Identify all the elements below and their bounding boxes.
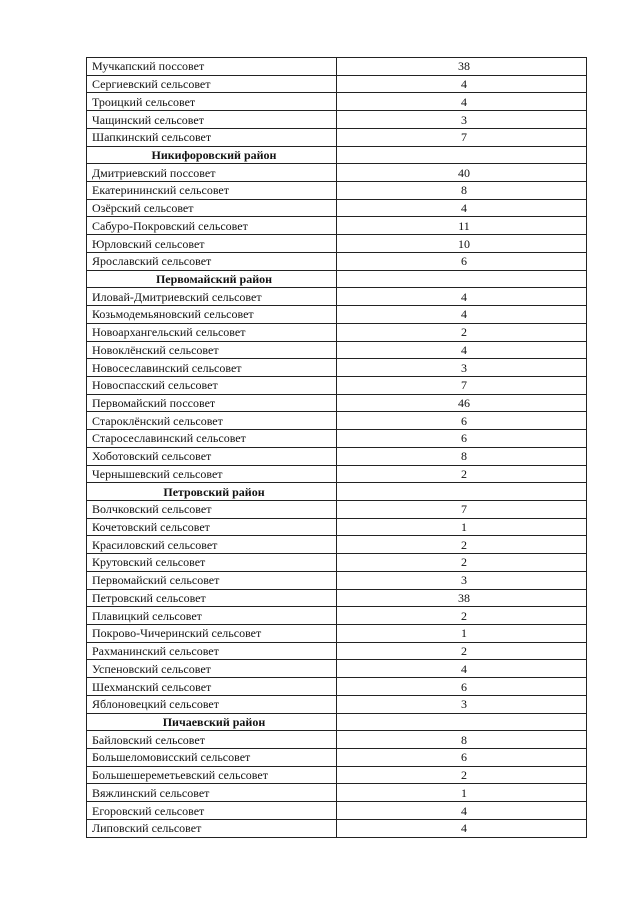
settlement-name: Первомайский поссовет — [87, 394, 337, 412]
table-row — [87, 235, 587, 253]
settlement-name: Крутовский сельсовет — [87, 554, 337, 572]
district-header-row — [87, 270, 587, 288]
table-row — [87, 749, 587, 767]
table-row — [87, 819, 587, 837]
table-row — [87, 465, 587, 483]
settlement-name: Шапкинский сельсовет — [87, 128, 337, 146]
settlement-value: 4 — [337, 819, 587, 837]
settlement-value: 7 — [337, 128, 587, 146]
table-row — [87, 589, 587, 607]
table-row — [87, 341, 587, 359]
district-header-row — [87, 713, 587, 731]
district-header-row — [87, 146, 587, 164]
settlement-value: 2 — [337, 642, 587, 660]
table-row — [87, 323, 587, 341]
settlement-name: Покрово-Чичеринский сельсовет — [87, 625, 337, 643]
table-row — [87, 306, 587, 324]
table-row — [87, 784, 587, 802]
settlement-value: 46 — [337, 394, 587, 412]
settlement-name: Юрловский сельсовет — [87, 235, 337, 253]
settlement-value: 2 — [337, 465, 587, 483]
settlement-value: 2 — [337, 536, 587, 554]
settlement-name: Красиловский сельсовет — [87, 536, 337, 554]
settlement-name: Новосеславинский сельсовет — [87, 359, 337, 377]
table-row — [87, 536, 587, 554]
table-row — [87, 199, 587, 217]
table-row — [87, 252, 587, 270]
table-row — [87, 571, 587, 589]
settlement-value: 2 — [337, 766, 587, 784]
settlement-value: 38 — [337, 589, 587, 607]
settlement-name: Козьмодемьяновский сельсовет — [87, 306, 337, 324]
table-row — [87, 660, 587, 678]
table-row — [87, 111, 587, 129]
settlement-name: Большешереметьевский сельсовет — [87, 766, 337, 784]
settlement-name: Плавицкий сельсовет — [87, 607, 337, 625]
settlement-name: Чернышевский сельсовет — [87, 465, 337, 483]
settlement-name: Волчковский сельсовет — [87, 500, 337, 518]
settlement-value: 3 — [337, 571, 587, 589]
table-row — [87, 802, 587, 820]
settlement-value: 3 — [337, 359, 587, 377]
table-row — [87, 430, 587, 448]
table-row — [87, 731, 587, 749]
settlement-value: 11 — [337, 217, 587, 235]
settlement-value: 2 — [337, 554, 587, 572]
settlement-name: Шехманский сельсовет — [87, 678, 337, 696]
district-header-row — [87, 483, 587, 501]
settlements-table-body — [87, 58, 587, 838]
settlement-value: 4 — [337, 660, 587, 678]
district-empty-cell — [337, 146, 587, 164]
settlement-name: Рахманинский сельсовет — [87, 642, 337, 660]
settlement-name: Липовский сельсовет — [87, 819, 337, 837]
settlement-name: Большеломовисский сельсовет — [87, 749, 337, 767]
settlement-name: Староклёнский сельсовет — [87, 412, 337, 430]
settlement-value: 4 — [337, 802, 587, 820]
table-row — [87, 447, 587, 465]
district-name: Первомайский район — [87, 270, 337, 288]
settlement-name: Новоклёнский сельсовет — [87, 341, 337, 359]
settlement-value: 4 — [337, 341, 587, 359]
settlement-value: 2 — [337, 323, 587, 341]
settlement-value: 6 — [337, 430, 587, 448]
settlement-name: Старосеславинский сельсовет — [87, 430, 337, 448]
table-row — [87, 288, 587, 306]
table-row — [87, 412, 587, 430]
settlement-name: Вяжлинский сельсовет — [87, 784, 337, 802]
settlement-value: 4 — [337, 306, 587, 324]
settlement-value: 6 — [337, 252, 587, 270]
settlements-table — [86, 57, 587, 838]
settlement-name: Иловай-Дмитриевский сельсовет — [87, 288, 337, 306]
table-row — [87, 359, 587, 377]
table-row — [87, 625, 587, 643]
settlement-value: 3 — [337, 111, 587, 129]
settlement-value: 1 — [337, 784, 587, 802]
settlement-value: 8 — [337, 447, 587, 465]
settlement-name: Новоархангельский сельсовет — [87, 323, 337, 341]
table-row — [87, 376, 587, 394]
table-row — [87, 695, 587, 713]
settlement-name: Байловский сельсовет — [87, 731, 337, 749]
table-row — [87, 394, 587, 412]
settlement-value: 4 — [337, 93, 587, 111]
settlement-name: Петровский сельсовет — [87, 589, 337, 607]
settlement-value: 7 — [337, 376, 587, 394]
settlement-value: 6 — [337, 678, 587, 696]
settlement-value: 4 — [337, 75, 587, 93]
settlement-name: Новоспасский сельсовет — [87, 376, 337, 394]
settlement-value: 8 — [337, 182, 587, 200]
settlement-value: 1 — [337, 518, 587, 536]
settlement-name: Дмитриевский поссовет — [87, 164, 337, 182]
settlement-value: 6 — [337, 749, 587, 767]
table-row — [87, 607, 587, 625]
district-empty-cell — [337, 713, 587, 731]
table-row — [87, 164, 587, 182]
settlement-name: Екатерининский сельсовет — [87, 182, 337, 200]
table-row — [87, 93, 587, 111]
settlement-name: Озёрский сельсовет — [87, 199, 337, 217]
district-name: Никифоровский район — [87, 146, 337, 164]
settlement-name: Мучкапский поссовет — [87, 58, 337, 76]
settlement-value: 38 — [337, 58, 587, 76]
settlement-name: Кочетовский сельсовет — [87, 518, 337, 536]
settlement-name: Сергиевский сельсовет — [87, 75, 337, 93]
settlement-value: 8 — [337, 731, 587, 749]
settlement-value: 3 — [337, 695, 587, 713]
settlement-name: Успеновский сельсовет — [87, 660, 337, 678]
table-row — [87, 554, 587, 572]
settlement-value: 7 — [337, 500, 587, 518]
table-row — [87, 642, 587, 660]
settlement-value: 4 — [337, 288, 587, 306]
settlement-value: 10 — [337, 235, 587, 253]
settlement-name: Чащинский сельсовет — [87, 111, 337, 129]
district-name: Пичаевский район — [87, 713, 337, 731]
settlement-name: Егоровский сельсовет — [87, 802, 337, 820]
table-row — [87, 75, 587, 93]
table-row — [87, 518, 587, 536]
district-name: Петровский район — [87, 483, 337, 501]
table-row — [87, 766, 587, 784]
settlement-name: Первомайский сельсовет — [87, 571, 337, 589]
table-row — [87, 500, 587, 518]
table-row — [87, 678, 587, 696]
table-row — [87, 58, 587, 76]
settlement-value: 2 — [337, 607, 587, 625]
table-row — [87, 217, 587, 235]
settlement-value: 1 — [337, 625, 587, 643]
settlement-value: 4 — [337, 199, 587, 217]
settlement-name: Хоботовский сельсовет — [87, 447, 337, 465]
table-row — [87, 182, 587, 200]
settlement-name: Сабуро-Покровский сельсовет — [87, 217, 337, 235]
table-row — [87, 128, 587, 146]
settlement-name: Яблоновецкий сельсовет — [87, 695, 337, 713]
district-empty-cell — [337, 483, 587, 501]
district-empty-cell — [337, 270, 587, 288]
settlement-value: 40 — [337, 164, 587, 182]
settlement-name: Ярославский сельсовет — [87, 252, 337, 270]
settlement-name: Троицкий сельсовет — [87, 93, 337, 111]
settlement-value: 6 — [337, 412, 587, 430]
